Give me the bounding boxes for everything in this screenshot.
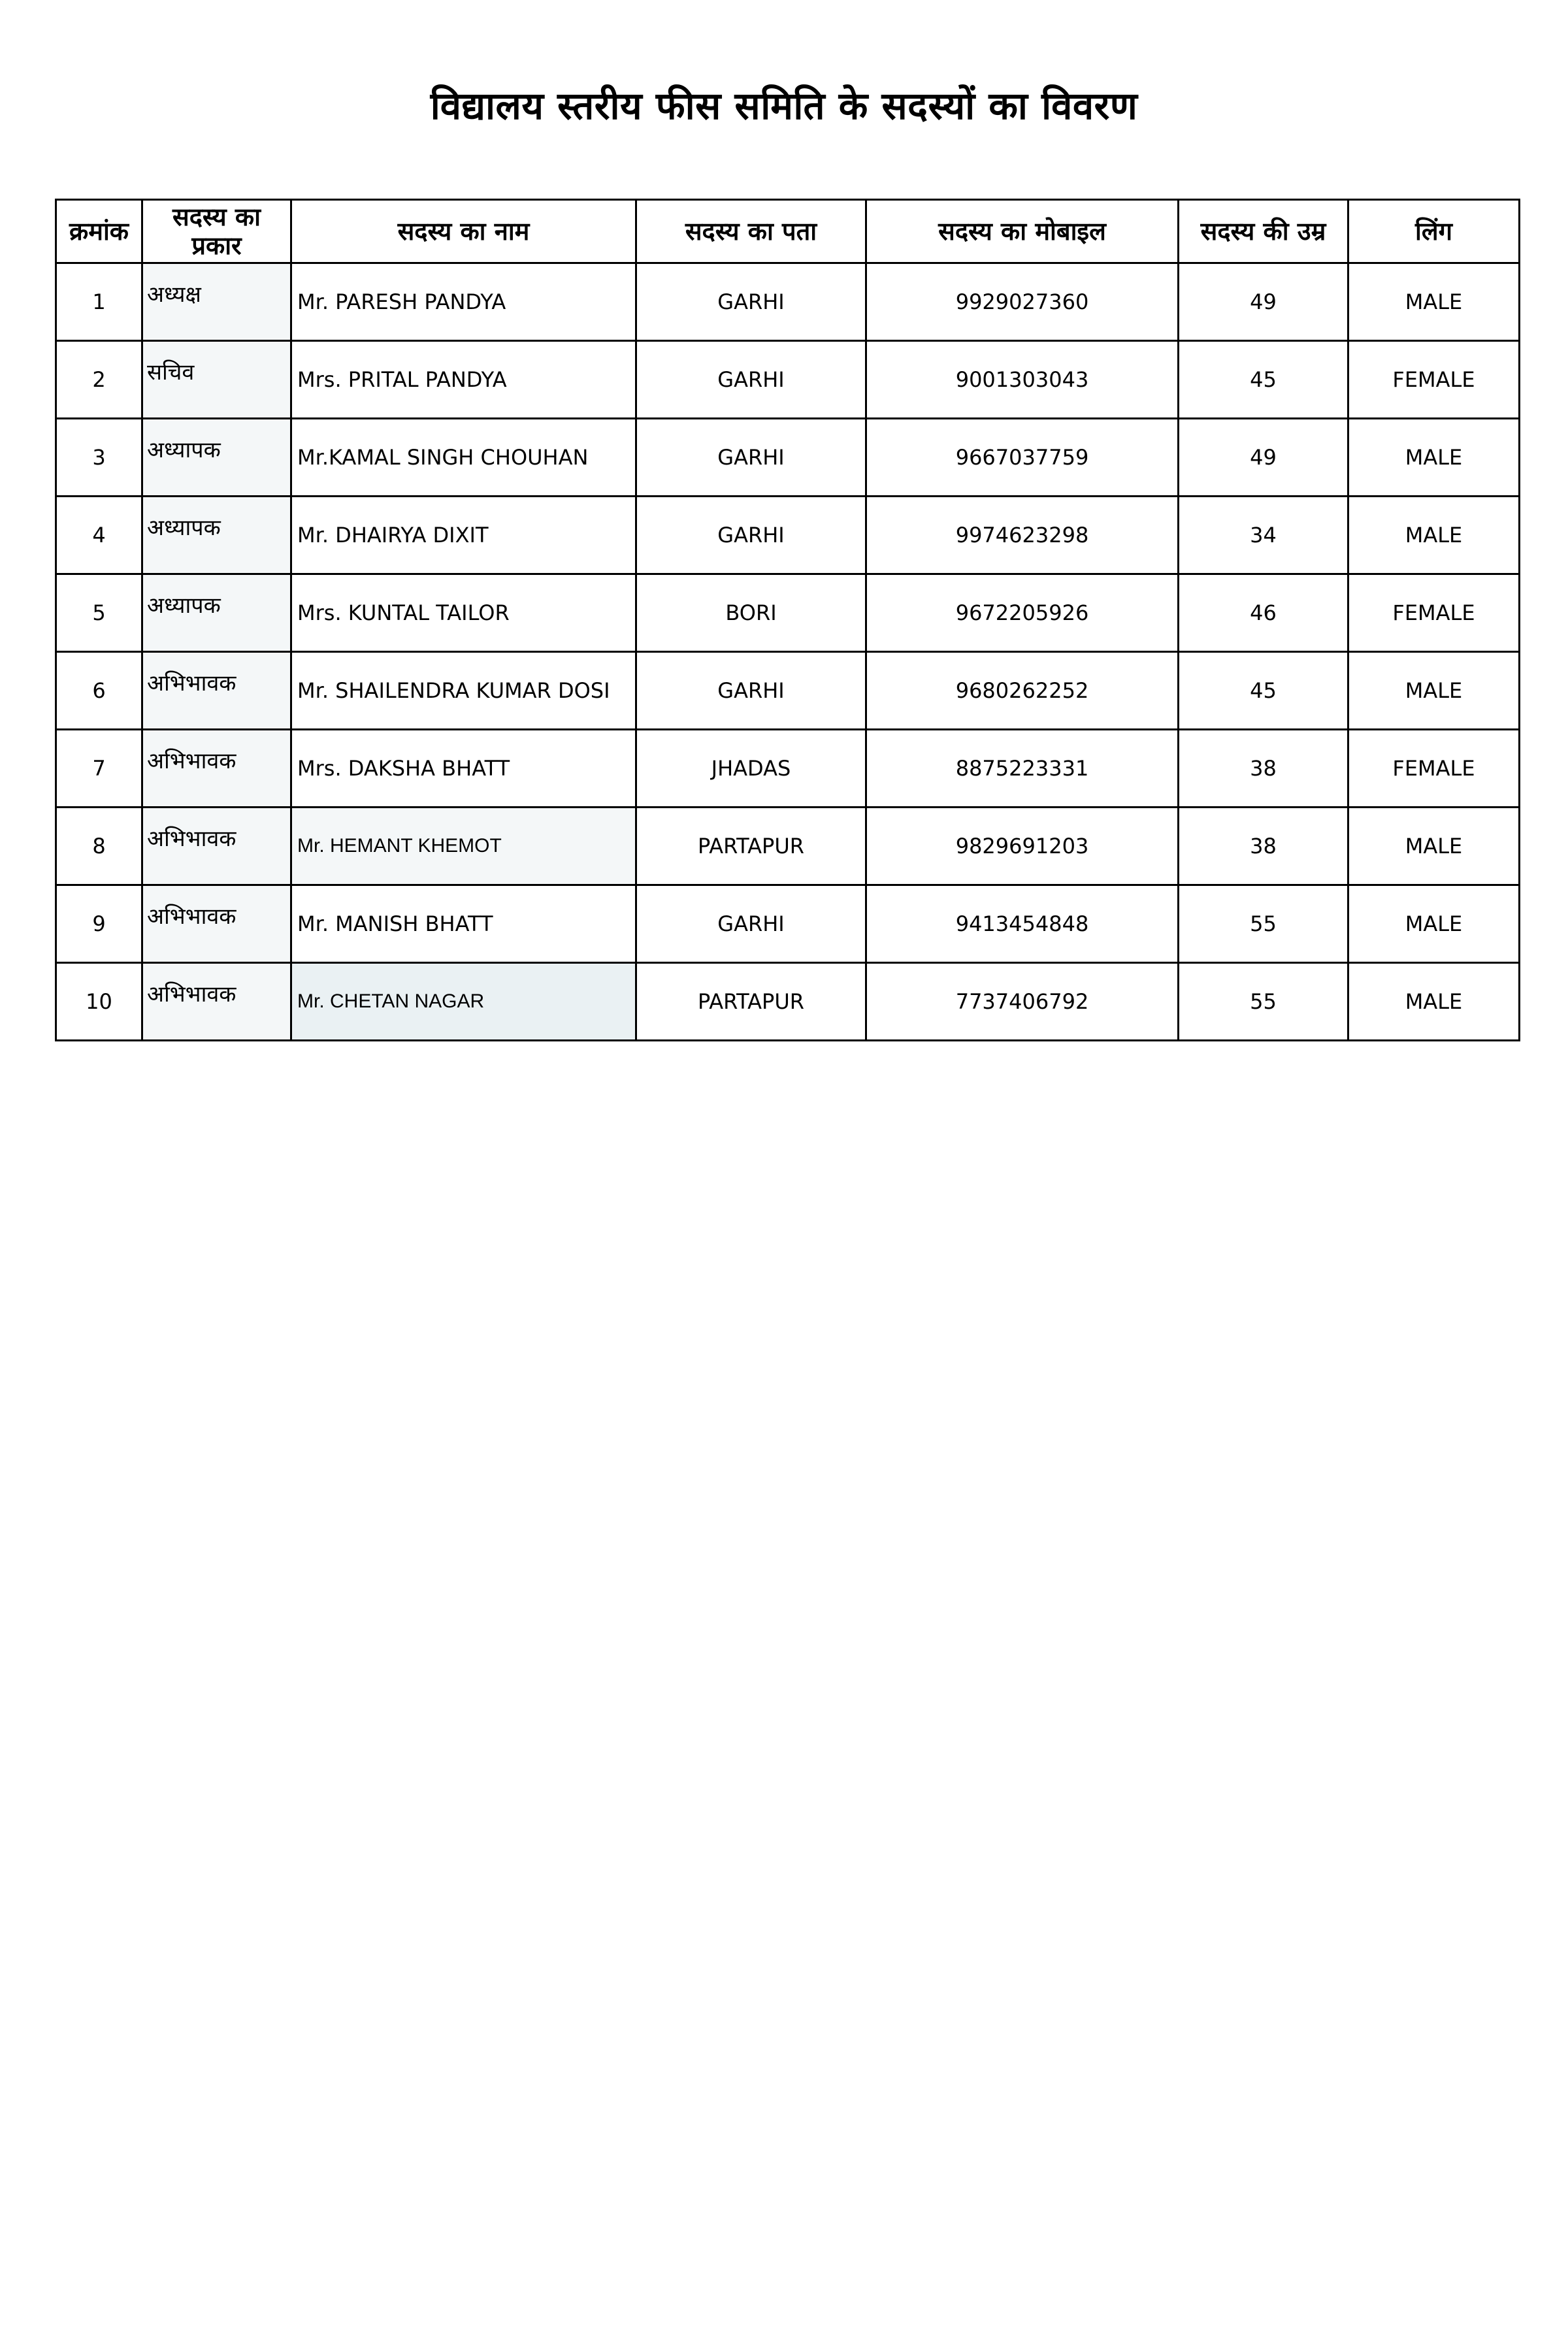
age-cell: 38 [1179, 730, 1348, 808]
member-type-cell: अभिभावक [142, 652, 291, 730]
serial-cell: 7 [56, 730, 142, 808]
table-row [56, 885, 1520, 963]
name-cell: Mr. DHAIRYA DIXIT [291, 497, 636, 574]
table-row [56, 963, 1520, 1041]
member-type-cell: अभिभावक [142, 963, 291, 1041]
page-title: विद्यालय स्तरीय फीस समिति के सदस्यों का विवरण [430, 84, 1138, 128]
table-row [56, 574, 1520, 652]
address-cell: JHADAS [636, 730, 866, 808]
name-cell: Mr.KAMAL SINGH CHOUHAN [291, 419, 636, 497]
age-cell: 55 [1179, 885, 1348, 963]
serial-cell: 1 [56, 263, 142, 341]
table-header [56, 200, 1520, 263]
header-address: सदस्य का पता [636, 200, 866, 263]
mobile-cell: 9829691203 [866, 808, 1179, 885]
serial-cell: 5 [56, 574, 142, 652]
age-cell: 45 [1179, 652, 1348, 730]
table-row [56, 808, 1520, 885]
mobile-cell: 7737406792 [866, 963, 1179, 1041]
serial-cell: 3 [56, 419, 142, 497]
table-row [56, 419, 1520, 497]
mobile-cell: 9929027360 [866, 263, 1179, 341]
address-cell: PARTAPUR [636, 808, 866, 885]
header-gender: लिंग [1348, 200, 1520, 263]
address-cell: BORI [636, 574, 866, 652]
name-cell: Mrs. PRITAL PANDYA [291, 341, 636, 419]
address-cell: GARHI [636, 885, 866, 963]
name-cell: Mr. PARESH PANDYA [291, 263, 636, 341]
name-cell: Mrs. KUNTAL TAILOR [291, 574, 636, 652]
mobile-cell: 9672205926 [866, 574, 1179, 652]
table-body [56, 263, 1520, 1041]
name-cell: Mr. SHAILENDRA KUMAR DOSI [291, 652, 636, 730]
serial-cell: 8 [56, 808, 142, 885]
member-type-cell: अध्यापक [142, 574, 291, 652]
age-cell: 49 [1179, 419, 1348, 497]
age-cell: 49 [1179, 263, 1348, 341]
mobile-cell: 8875223331 [866, 730, 1179, 808]
table-row [56, 652, 1520, 730]
members-table [55, 199, 1520, 1041]
serial-cell: 6 [56, 652, 142, 730]
age-cell: 55 [1179, 963, 1348, 1041]
name-cell: Mr. CHETAN NAGAR [291, 963, 636, 1041]
name-cell: Mrs. DAKSHA BHATT [291, 730, 636, 808]
mobile-cell: 9680262252 [866, 652, 1179, 730]
gender-cell: MALE [1348, 263, 1520, 341]
gender-cell: MALE [1348, 497, 1520, 574]
table-row [56, 263, 1520, 341]
gender-cell: FEMALE [1348, 574, 1520, 652]
table-row [56, 341, 1520, 419]
mobile-cell: 9667037759 [866, 419, 1179, 497]
gender-cell: MALE [1348, 963, 1520, 1041]
address-cell: GARHI [636, 652, 866, 730]
serial-cell: 2 [56, 341, 142, 419]
gender-cell: MALE [1348, 652, 1520, 730]
member-type-cell: सचिव [142, 341, 291, 419]
address-cell: GARHI [636, 497, 866, 574]
header-name: सदस्य का नाम [291, 200, 636, 263]
table-row [56, 497, 1520, 574]
gender-cell: MALE [1348, 808, 1520, 885]
mobile-cell: 9974623298 [866, 497, 1179, 574]
gender-cell: FEMALE [1348, 730, 1520, 808]
header-age: सदस्य की उम्र [1179, 200, 1348, 263]
address-cell: GARHI [636, 341, 866, 419]
table-row [56, 730, 1520, 808]
header-row [56, 200, 1520, 263]
address-cell: GARHI [636, 263, 866, 341]
age-cell: 46 [1179, 574, 1348, 652]
serial-cell: 4 [56, 497, 142, 574]
serial-cell: 9 [56, 885, 142, 963]
age-cell: 34 [1179, 497, 1348, 574]
gender-cell: MALE [1348, 885, 1520, 963]
age-cell: 38 [1179, 808, 1348, 885]
serial-cell: 10 [56, 963, 142, 1041]
address-cell: PARTAPUR [636, 963, 866, 1041]
mobile-cell: 9001303043 [866, 341, 1179, 419]
member-type-cell: अध्यापक [142, 497, 291, 574]
header-mobile: सदस्य का मोबाइल [866, 200, 1179, 263]
member-type-cell: अभिभावक [142, 808, 291, 885]
member-type-cell: अध्यक्ष [142, 263, 291, 341]
header-serial: क्रमांक [56, 200, 142, 263]
gender-cell: FEMALE [1348, 341, 1520, 419]
member-type-cell: अभिभावक [142, 885, 291, 963]
address-cell: GARHI [636, 419, 866, 497]
member-type-cell: अभिभावक [142, 730, 291, 808]
name-cell: Mr. HEMANT KHEMOT [291, 808, 636, 885]
mobile-cell: 9413454848 [866, 885, 1179, 963]
gender-cell: MALE [1348, 419, 1520, 497]
age-cell: 45 [1179, 341, 1348, 419]
header-member-type: सदस्य का प्रकार [142, 200, 291, 263]
member-type-cell: अध्यापक [142, 419, 291, 497]
name-cell: Mr. MANISH BHATT [291, 885, 636, 963]
